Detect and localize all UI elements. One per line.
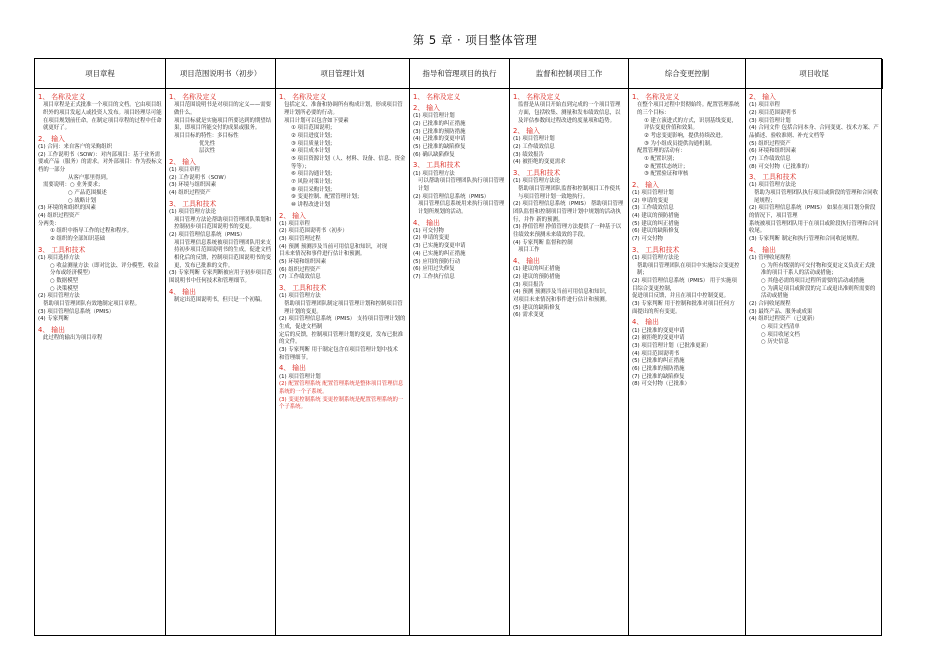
- column-body-integrated-change-control: [629, 89, 746, 635]
- content-line: ② 考虑变更影响，提供持续改进。: [644, 132, 727, 139]
- content-line: (7) 工作执行信息: [413, 273, 455, 280]
- content-line: 此过程的输出为项目章程: [43, 335, 103, 342]
- column-header-integrated-change-control: [629, 59, 746, 89]
- content-line: 需要说明：○ 业务要求；: [43, 182, 104, 189]
- content-line: 项目范围说明书是对项目的定义——需要做什么。: [174, 102, 272, 116]
- content-line: (2) 已批准的纠正措施: [413, 121, 466, 128]
- content-line: (3) 环境与组织因素: [169, 182, 217, 189]
- content-line: (2) 工作说明书（SOW）：对内部项目：基于业务需要或产品（服务）的需求。对外部项目：作为投标文档的一部分: [38, 151, 162, 174]
- content-line: (2) 建议的预防措施: [513, 273, 561, 280]
- content-line: (4) 组织过程资产（已更新）: [749, 316, 818, 323]
- content-line: ③ 为小组成员提供沟通机制。: [644, 140, 716, 147]
- content-line: 在整个项目过程中贯彻始终。配置管理系统的三个目标：: [637, 102, 740, 116]
- section-heading: 3、 工具和技术: [413, 161, 461, 170]
- content-line: (4) 被拒绝的变更需求: [513, 159, 566, 166]
- content-line: ⑤ 项目资源计划（人、材料、设备、信息、资金等等）；: [291, 155, 406, 170]
- content-line: (4) 专家判断 监督和控制: [513, 239, 573, 246]
- content-line: 配置管理的活动有：: [637, 148, 686, 155]
- column-body-preliminary-scope-statement: [166, 89, 276, 635]
- content-line: ○ 为满足项目或阶段的完工或退出准则所需要的活动或措施: [761, 285, 876, 300]
- content-line: 从客户那里得到。: [68, 174, 112, 181]
- content-line: (3) 工作绩效信息: [632, 205, 674, 212]
- content-line: ① 项目范围说明；: [291, 125, 336, 132]
- section-heading: 2、 输入: [632, 180, 659, 189]
- content-line: (6) 组织过程资产: [279, 266, 321, 273]
- section-heading: 1、 名称及定义: [169, 93, 217, 101]
- content-line: 制定出范围说明书，但只是一个初稿。: [174, 296, 266, 303]
- process-table: [34, 58, 882, 636]
- column-header-project-charter: [35, 59, 166, 89]
- content-line: (8) 可交付物（已批准）: [632, 381, 690, 388]
- page-title: 第 5 章 · 项目整体管理: [412, 33, 538, 47]
- content-line: (2) 项目管理方法: [38, 293, 80, 300]
- section-heading: 4、 输出: [513, 256, 540, 265]
- content-line: (1) 项目管理方法: [279, 293, 321, 300]
- content-line: 项目计划可以包含如下要素: [284, 117, 349, 124]
- column-header-text: 项目管理计划: [320, 68, 365, 78]
- content-line: (3) 专家判断 专家判断被应用于初步项目范: [169, 270, 272, 277]
- content-line: ⑨ 变更控制、配置管理计划；: [291, 194, 363, 201]
- section-heading: 3、 工具和技术: [513, 169, 561, 178]
- content-line: (6) 已批准的预防措施: [632, 365, 685, 372]
- content-line: 面提出的所有变更。: [632, 308, 681, 315]
- section-heading: 4、 输出: [169, 287, 196, 296]
- section-heading: 4、 输出: [279, 364, 306, 373]
- content-line: (1) 合同：来自客户的采购组织: [38, 144, 113, 151]
- content-line: (5) 建议的缺陷修复: [513, 304, 561, 311]
- content-line: (4) 已实施的纠正措施: [413, 250, 466, 257]
- content-line: ② 配置状态统计；: [644, 163, 689, 170]
- content-line: 促进项目反馈，并且在项目中控制变更。: [632, 293, 730, 300]
- column-body-project-closure: [746, 89, 883, 635]
- section-heading: 2、 输入: [38, 134, 65, 143]
- content-line: (3) 挣值管理 挣值管理方法提供了一种基于以: [513, 224, 622, 231]
- content-line: (3) 已实施的变更申请: [413, 243, 466, 250]
- section-heading: 2、 输入: [413, 104, 440, 113]
- content-line: (2) 工作说明书（SOW）: [169, 174, 230, 181]
- section-heading: 3、 工具和技术: [279, 284, 327, 293]
- content-line: 项目管理信息系统被项目管理团队用来支持初步项目范围说明书的生成，促进文档相化后的反馈，控制项目范围说明书的变更，发布已批准的文件。: [174, 239, 272, 269]
- section-heading: 3、 工具和技术: [749, 173, 797, 182]
- content-line: (2) 项目管理信息系统（PMIS） 如果在项目划分阶段的情况下，项目管理: [749, 205, 876, 220]
- content-line: (2) 合同收尾规程: [749, 301, 791, 308]
- content-line: 项目目标的特性：多目标性: [174, 132, 239, 139]
- content-line: (6) 应用过失修复: [413, 266, 455, 273]
- content-line: 项目工作: [518, 247, 540, 254]
- section-heading: 2、 输入: [169, 157, 196, 166]
- content-line: (3) 最终产品、服务或成果: [749, 308, 813, 315]
- column-body-monitor-and-control-work: [510, 89, 629, 635]
- content-line: ① 建立演进式的方式，识别基线变更，评估变更价值和效果。: [644, 117, 737, 132]
- content-line: (1) 项目管理计划: [279, 373, 321, 380]
- content-line: 监督是从项目开始直到完成的一个项目管理方面，包括收集、测量和发布绩效信息，以及评估参数间过程改进的度量项和趋势。: [518, 102, 621, 124]
- content-line: 包括定义、准备和协调所有构成计划，形成项目管理计划所必要的行动。: [284, 102, 403, 116]
- content-line: ③ 配置验证和审核: [644, 171, 689, 178]
- content-line: (1) 项目管理方法论: [632, 254, 680, 261]
- column-body-project-management-plan: [276, 89, 410, 635]
- content-line: (1) 项目选择方法: [38, 254, 80, 261]
- section-heading: 2、 输入: [279, 211, 306, 220]
- content-line: (3) 项目报告: [513, 281, 544, 288]
- content-line: (6) 环境和组织因素: [749, 148, 797, 155]
- content-line: (2) 配置管理系统 配置管理系统是整体项目管理信息系统的一个子系统。: [279, 381, 404, 395]
- content-line: (3) 专家判断 用于控制和批准对项目任何方: [632, 301, 735, 308]
- content-line: (3) 项目管理计划（已批准更新）: [632, 342, 712, 349]
- content-line: (2) 被拒绝的变更申请: [632, 335, 685, 342]
- content-line: 项目管理方法论帮助项目管理团队策划和控制初步项目范围说明书的变更。: [174, 216, 272, 231]
- content-line: 对项目未来情况和事件进行估计和预测。: [513, 296, 611, 303]
- content-line: (7) 工作绩效信息: [279, 274, 321, 281]
- content-line: (6) 确认缺陷修复: [413, 151, 455, 158]
- content-line: (2) 申请的变更: [413, 235, 450, 242]
- content-line: (5) 已批准的纠正措施: [632, 358, 685, 365]
- content-line: (3) 项目管理过程: [279, 236, 321, 243]
- content-line: (1) 项目管理方法: [413, 170, 455, 177]
- content-line: (2) 项目管理信息系统（PMIS） 帮助项目管理团队监督和控制项目管理计划中规划的活动执行，并作 新的预测。: [513, 201, 624, 223]
- content-line: ○ 历史信息: [761, 339, 789, 346]
- column-header-preliminary-scope-statement: [166, 59, 276, 89]
- content-line: (4) 已批准的变更申请: [413, 136, 466, 143]
- content-line: 品描述、验收准则、补充文档等: [749, 132, 825, 139]
- content-line: (2) 申请的变更: [632, 197, 669, 204]
- content-line: 层次性: [199, 148, 216, 155]
- content-line: ○ 产品范围描述: [68, 190, 107, 197]
- content-line: ⑧ 项目采购计划；: [291, 186, 336, 193]
- content-line: ○ 为所有级别的可交付物和变更定义负责正式批准的项目干系人的活动或措施；: [761, 262, 876, 277]
- section-heading: 4、 输出: [38, 326, 65, 335]
- content-line: 分两类：: [38, 220, 60, 227]
- column-header-text: 项目的执行: [459, 68, 497, 78]
- content-line: (6) 建议的缺陷修复: [632, 228, 680, 235]
- column-body-project-charter: [35, 89, 166, 635]
- section-heading: 4、 输出: [413, 218, 440, 227]
- content-line: ⑥ 项目沟通计划；: [291, 171, 336, 178]
- column-header-text: （初步）: [231, 68, 262, 78]
- content-line: 可以帮助项目管理团队执行项目管理计划: [418, 178, 505, 192]
- content-line: ○ 数据模型: [50, 278, 78, 284]
- content-line: (3) 项目管理计划: [749, 117, 791, 124]
- content-line: (1) 项目章程: [169, 167, 200, 174]
- content-line: (2) 工作绩效信息: [513, 144, 555, 151]
- section-heading: 1、 名称及定义: [38, 93, 86, 101]
- content-line: (1) 项目管理计划: [513, 136, 555, 143]
- content-line: (8) 可交付物（已批准的）: [749, 163, 813, 170]
- content-line: (1) 项目管理方法论: [169, 208, 217, 215]
- content-line: ⑦ 风险对策计划；: [291, 178, 336, 185]
- section-heading: 4、 输出: [749, 245, 776, 254]
- content-line: (1) 项目管理方法论: [513, 178, 561, 185]
- content-line: (1) 可交付物: [413, 227, 444, 234]
- column-header-text: 综合变更控制: [664, 68, 710, 78]
- section-heading: 1、 名称及定义: [413, 93, 461, 101]
- content-line: (7) 工作绩效信息: [749, 155, 791, 162]
- column-header-text: 指导和管理: [422, 68, 460, 78]
- content-line: ④ 项目成本计划: [291, 148, 330, 155]
- content-line: (2) 项目范围说明书（初步）: [279, 228, 348, 235]
- content-line: (1) 建议的纠正措施: [513, 266, 561, 273]
- content-line: (1) 项目管理计划: [632, 190, 674, 197]
- content-line: ○ 收益测量方法（即对比法、评分模型、收益分布或经济模型）: [50, 262, 159, 277]
- column-header-direct-and-manage-execution: [410, 59, 510, 89]
- content-line: ② 组织的全部知识基础: [50, 236, 106, 243]
- content-line: (7) 可交付物: [632, 236, 663, 243]
- content-line: 和管理细节。: [279, 354, 312, 361]
- content-line: (2) 项目范围说明书: [749, 109, 797, 116]
- section-heading: 3、 工具和技术: [169, 199, 217, 208]
- section-heading: 3、 工具和技术: [632, 245, 680, 254]
- content-line: (3) 项目管理信息系统（PMIS）: [38, 308, 115, 315]
- column-header-text: 项目范围说明书: [179, 68, 232, 78]
- content-line: 帮助项目管理团队监督和控制项目工作使其与项目管理计划一致地执行。: [518, 185, 621, 200]
- column-header-text: 项目收尾: [799, 68, 829, 78]
- column-header-project-management-plan: [276, 59, 410, 89]
- content-line: ○ 战略计划: [68, 197, 96, 204]
- content-line: 优先性: [199, 140, 216, 147]
- column-header-text: 监督和控制项目工作: [535, 68, 603, 78]
- content-line: ⑩ 讲程改进计划: [291, 201, 330, 208]
- content-line: (1) 项目管理计划: [413, 113, 455, 120]
- content-line: (4) 建议的预防措施: [632, 213, 680, 220]
- content-line: (3) 专家判断 制定和执行管理和合同收尾规程。: [749, 236, 863, 243]
- content-line: (2) 项目管理信息系统（PMIS）: [169, 231, 246, 238]
- column-header-project-closure: [746, 59, 883, 89]
- content-line: (4) 项目范围说明书: [632, 350, 680, 357]
- content-line: 帮助项目管理团队制定项目管理计划和控制项目管理计划的变更。: [284, 301, 403, 315]
- column-header-text: 项目章程: [85, 68, 115, 78]
- content-line: ○ 项目文档清单: [761, 324, 800, 331]
- content-line: (1) 项目管理方法论: [749, 182, 797, 189]
- content-line: (2) 项目管理信息系统（PMIS） 支持项目管理计划的生成，促进文档制: [279, 316, 406, 331]
- content-line: (6) 需求变更: [513, 312, 544, 319]
- content-line: 帮助项目管理团队在项目中实施综合变更控制；: [637, 262, 740, 277]
- content-line: (1) 已批准的变更申请: [632, 327, 685, 334]
- content-line: (5) 组织过程资产: [749, 140, 791, 147]
- content-line: ① 配置识别；: [644, 155, 678, 162]
- content-line: ○ 项目收尾文档: [761, 331, 800, 338]
- content-line: 围说明书中任何技术和管理细节。: [169, 278, 250, 284]
- content-line: 帮助为项目管理团队执行项目或阶段的管理和合同收尾规程；: [754, 190, 878, 204]
- content-line: (4) 组织过程资产: [38, 213, 80, 220]
- content-line: 往绩效来预测未来绩效的手段。: [513, 231, 589, 238]
- content-line: ③ 项目质量计划；: [291, 140, 336, 147]
- content-line: (3) 已批准的预防措施: [413, 128, 466, 135]
- content-line: (4) 专家判断: [38, 316, 69, 323]
- column-header-monitor-and-control-work: [510, 59, 629, 89]
- content-line: (1) 项目章程: [279, 220, 310, 227]
- content-line: 项目章程是正式批准一个项目的文档。它由项目组织外的项目发起人或投资人发布。项目经理尽可能在项目规划前任命，在制定项目章程的过程中任命就更好了。: [43, 102, 162, 132]
- content-line: (4) 预测 预测涉及当前可用信息和知识，对现: [279, 243, 388, 250]
- content-line: (5) 应用的预防行动: [413, 258, 461, 265]
- content-line: (5) 建议的纠正措施: [632, 220, 680, 227]
- section-heading: 2、 输入: [513, 127, 540, 136]
- content-line: (1) 项目章程: [749, 102, 780, 109]
- content-line: (1) 管理收尾规程: [749, 254, 791, 261]
- content-line: 帮助项目管理团队有效地制定项目章程。: [43, 301, 141, 308]
- content-line: 项目目标就是实施项目所要达到的期望结果，即项目所能交付的成果或服务。: [174, 117, 272, 132]
- content-line: 目未来情况和事件进行估计和预测。: [279, 251, 366, 258]
- section-heading: 1、 名称及定义: [279, 93, 327, 101]
- content-line: (3) 环境的和组织的因素: [38, 205, 96, 212]
- content-line: ○ 其他必需的项目过程所需要的活动或措施: [761, 278, 865, 284]
- content-line: ② 项目进度计划；: [291, 132, 336, 139]
- content-line: (5) 环境和组织因素: [279, 259, 327, 266]
- section-heading: 2、 输入: [749, 93, 776, 101]
- content-line: 项目管理信息系统用来执行项目管理计划所规划的活动。: [418, 201, 505, 215]
- content-line: (3) 绩效报告: [513, 151, 544, 158]
- content-line: (4) 合同文件 包括合同本身、合同变更、技术方案、产: [749, 125, 879, 132]
- content-line: 系统被项目管理团队用于在项目或阶段执行管理和合同收尾。: [749, 220, 879, 235]
- content-line: (4) 组织过程资产: [169, 190, 211, 197]
- content-line: (2) 项目管理信息系统（PMIS） 用于实施项目综合变更控制，: [632, 278, 737, 292]
- content-line: (3) 变更控制系统 变更控制系统是配置管理系统的一个子系统。: [279, 396, 404, 411]
- section-heading: 3、 工具和技术: [38, 245, 86, 254]
- section-heading: 4、 输出: [632, 318, 659, 327]
- content-line: ① 组织中指导工作的过程和程序。: [50, 228, 133, 235]
- column-body-direct-and-manage-execution: [410, 89, 510, 635]
- section-heading: 1、 名称及定义: [513, 93, 561, 101]
- content-line: 定后的反馈，控制项目管理计划的变更，发布已批准的文件。: [279, 331, 403, 346]
- content-line: (2) 项目管理信息系统（PMIS）: [413, 193, 490, 200]
- content-line: (3) 专家判断 用于制定包含在项目管理计划中技术: [279, 347, 398, 354]
- content-line: (4) 预测 预测涉及当前可用信息和知识，: [513, 289, 611, 296]
- content-line: ○ 决策模型: [50, 285, 78, 292]
- section-heading: 1、 名称及定义: [632, 93, 680, 101]
- content-line: (5) 已批准的缺陷修复: [413, 144, 466, 151]
- content-line: (7) 已批准的缺陷修复: [632, 373, 685, 380]
